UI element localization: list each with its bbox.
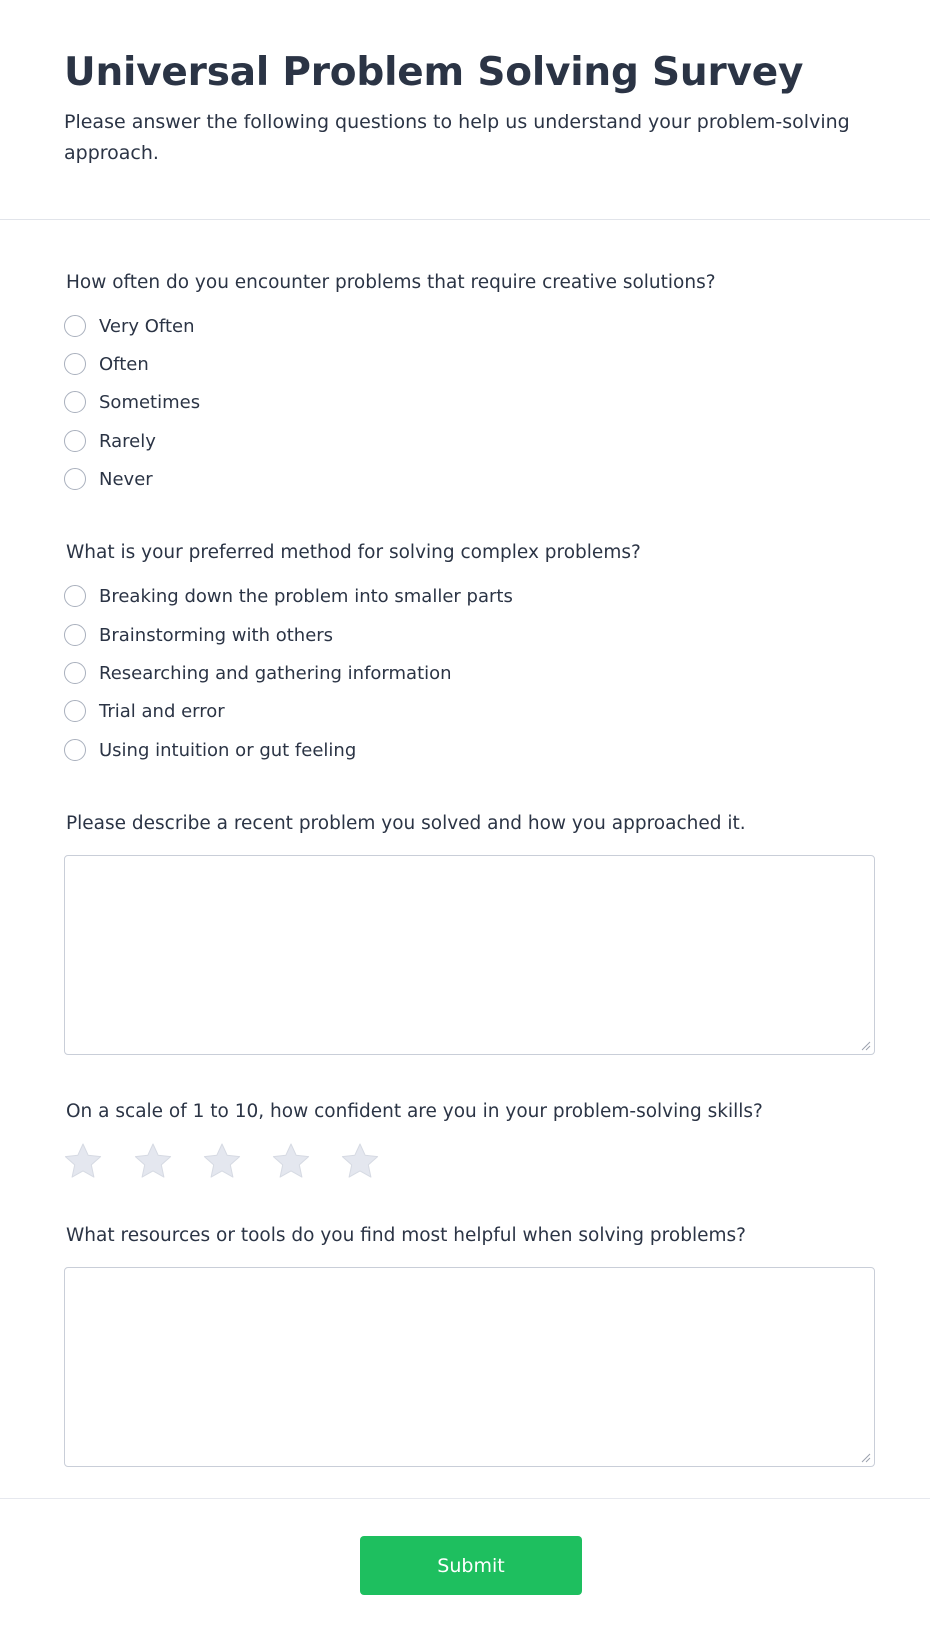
resize-grip-icon[interactable] xyxy=(859,1039,871,1051)
q2-option-researching[interactable] xyxy=(64,660,452,686)
q1-option-very-often[interactable] xyxy=(64,313,195,339)
radio-button[interactable] xyxy=(64,662,86,684)
q1-option-sometimes[interactable] xyxy=(64,389,200,415)
q2-option-breaking-down[interactable] xyxy=(64,583,513,609)
star-rating-3-icon[interactable] xyxy=(202,1142,242,1180)
q2-option-trial-and-error[interactable] xyxy=(64,698,225,724)
footer-divider xyxy=(0,1498,930,1499)
radio-button[interactable] xyxy=(64,700,86,722)
star-rating-2-icon[interactable] xyxy=(133,1142,173,1180)
page-title: Universal Problem Solving Survey xyxy=(64,50,804,95)
option-label: Breaking down the problem into smaller parts xyxy=(99,585,513,607)
q2-option-brainstorming[interactable] xyxy=(64,622,333,648)
option-label: Sometimes xyxy=(99,391,201,413)
option-label: Researching and gathering information xyxy=(99,662,452,684)
option-label: Never xyxy=(99,468,153,490)
q1-option-rarely[interactable] xyxy=(64,428,156,454)
radio-button[interactable] xyxy=(64,353,86,375)
option-label: Very Often xyxy=(99,315,195,337)
question-5-label: What resources or tools do you find most helpful when solving problems? xyxy=(66,1225,746,1246)
radio-button[interactable] xyxy=(64,315,86,337)
star-rating-1-icon[interactable] xyxy=(63,1142,103,1180)
q1-option-often[interactable] xyxy=(64,351,149,377)
question-4-label: On a scale of 1 to 10, how confident are you in your problem-solving skills? xyxy=(66,1101,763,1122)
recent-problem-textarea[interactable] xyxy=(64,855,875,1055)
submit-button[interactable]: Submit xyxy=(360,1536,582,1595)
option-label: Rarely xyxy=(99,430,156,452)
question-2-label: What is your preferred method for solving complex problems? xyxy=(66,542,641,563)
radio-button[interactable] xyxy=(64,391,86,413)
option-label: Brainstorming with others xyxy=(99,624,334,646)
radio-button[interactable] xyxy=(64,624,86,646)
question-3-label: Please describe a recent problem you solved and how you approached it. xyxy=(66,813,746,834)
star-rating-5-icon[interactable] xyxy=(340,1142,380,1180)
radio-button[interactable] xyxy=(64,739,86,761)
q2-option-intuition[interactable] xyxy=(64,737,356,763)
survey-header xyxy=(0,0,930,220)
radio-button[interactable] xyxy=(64,430,86,452)
radio-button[interactable] xyxy=(64,585,86,607)
option-label: Using intuition or gut feeling xyxy=(99,739,357,761)
resources-textarea[interactable] xyxy=(64,1267,875,1467)
radio-button[interactable] xyxy=(64,468,86,490)
question-1-label: How often do you encounter problems that require creative solutions? xyxy=(66,272,716,293)
resize-grip-icon[interactable] xyxy=(859,1451,871,1463)
page-subtitle: Please answer the following questions to help us understand your problem-solving approach. xyxy=(64,111,850,164)
option-label: Trial and error xyxy=(99,700,225,722)
star-rating-4-icon[interactable] xyxy=(271,1142,311,1180)
option-label: Often xyxy=(99,353,149,375)
q1-option-never[interactable] xyxy=(64,466,153,492)
